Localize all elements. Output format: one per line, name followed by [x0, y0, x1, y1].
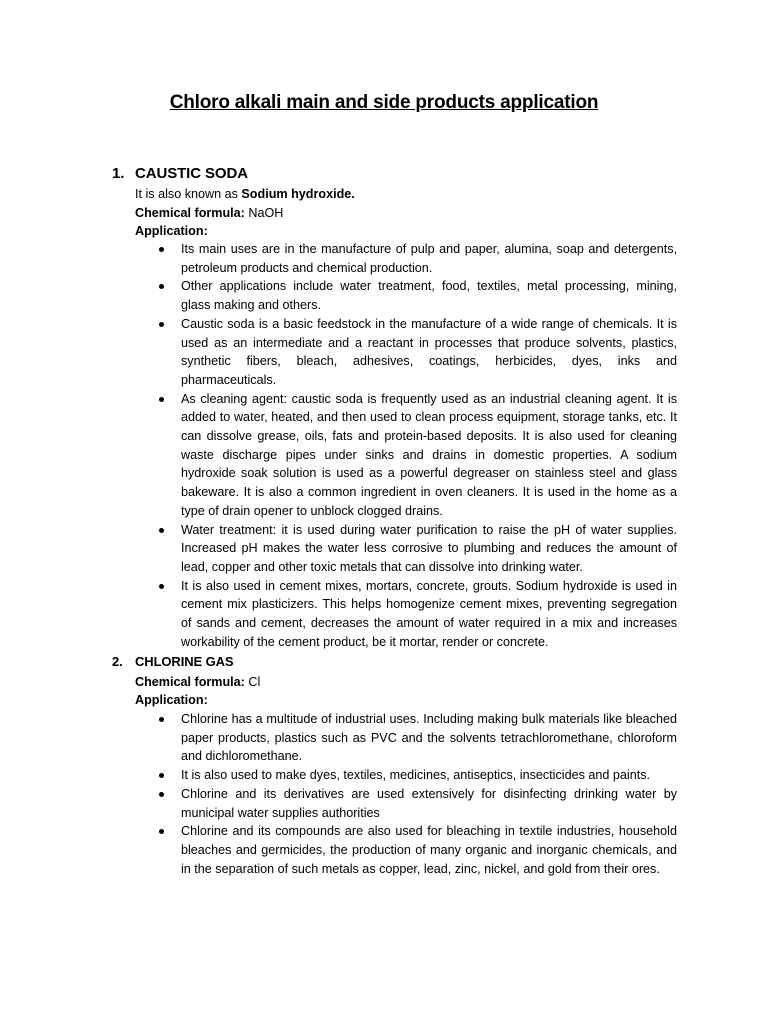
section-intro — [135, 185, 355, 204]
formula-label: Chemical formula: — [135, 206, 245, 220]
bullet-icon — [159, 584, 164, 589]
list-item-text: Caustic soda is a basic feedstock in the manufacture of a wide range of chemicals. It is used as an intermediate and a reactant in processes that produce solvents, plastics, synthetic fibers, bleach, adhesives, coatings, herbicides, dyes, inks and pharmaceuticals. — [181, 316, 677, 387]
section-number: 1. — [112, 165, 125, 182]
section-heading-chlorine-gas — [112, 654, 233, 669]
list-item-text: It is also used in cement mixes, mortars, concrete, grouts. Sodium hydroxide is used in cement mix plasticizers. This helps homogenize cement mixes, preventing segregation of sands and cement, decreases the amount of water required in a mix and increases workability of the cement product, be it mortar, render or concrete. — [181, 578, 677, 649]
list-item-text: Water treatment: it is used during water purification to raise the pH of water supplies. Increased pH makes the water less corrosive to plumbing and reduces the amount of lead, copper and other toxic metals that can dissolve into drinking water. — [181, 522, 677, 574]
application-label-text: Application: — [135, 224, 208, 238]
bullet-icon — [159, 773, 164, 778]
list-item-text: Its main uses are in the manufacture of pulp and paper, alumina, soap and detergents, petroleum products and chemical production. — [181, 242, 677, 275]
page-title: Chloro alkali main and side products application — [169, 92, 599, 113]
formula-label: Chemical formula: — [135, 675, 245, 689]
chemical-formula-line — [135, 673, 260, 692]
bullet-icon — [159, 397, 164, 402]
application-list — [135, 710, 677, 878]
application-label-text: Application: — [135, 693, 208, 707]
list-item-text: Other applications include water treatment, food, textiles, metal processing, mining, glass making and others. — [181, 279, 677, 313]
intro-text: It is also known as — [135, 187, 242, 201]
bullet-icon — [159, 284, 164, 289]
list-item — [135, 240, 677, 277]
list-item-text: Chlorine and its compounds are also used for bleaching in textile industries, household bleaches and germicides, the production of many organic and inorganic chemicals, and in the separation of such metals as copper, lead, zinc, nickel, and gold from their ores. — [181, 824, 677, 876]
bullet-icon — [159, 829, 164, 834]
list-item — [135, 277, 677, 314]
bullet-icon — [159, 792, 164, 797]
application-label — [135, 222, 208, 241]
application-label — [135, 691, 208, 710]
chemical-formula-line — [135, 204, 283, 223]
formula-value: Cl — [244, 675, 261, 689]
section-title: CAUSTIC SODA — [135, 165, 248, 182]
list-item — [135, 390, 677, 521]
section-heading-caustic-soda — [112, 165, 248, 182]
list-item — [135, 315, 677, 390]
list-item-text: It is also used to make dyes, textiles, medicines, antiseptics, insecticides and paints. — [181, 768, 650, 783]
bullet-icon — [159, 717, 164, 722]
application-list — [135, 240, 677, 651]
bullet-icon — [159, 247, 164, 252]
list-item — [135, 822, 677, 878]
list-item — [135, 785, 677, 822]
bullet-icon — [159, 322, 164, 327]
list-item — [135, 521, 677, 577]
bullet-icon — [159, 528, 164, 533]
section-number: 2. — [112, 654, 123, 669]
list-item — [135, 710, 677, 766]
list-item-text: Chlorine has a multitude of industrial uses. Including making bulk materials like bleached paper products, plastics such as PVC and the solvents tetrachloromethane, chloroform and dichloromethane. — [181, 712, 677, 764]
list-item — [135, 577, 677, 652]
formula-value: NaOH — [244, 206, 284, 220]
list-item-text: Chlorine and its derivatives are used extensively for disinfecting drinking water by municipal water supplies authorities — [181, 786, 677, 820]
section-title: CHLORINE GAS — [135, 654, 234, 669]
intro-bold-text: Sodium hydroxide. — [241, 187, 355, 201]
list-item-text: As cleaning agent: caustic soda is frequently used as an industrial cleaning agent. It is added to water, heated, and then used to clean process equipment, storage tanks, etc. It can dissolve grease, oils, fats and protein-based deposits. It is also used for cleaning waste discharge pipes under sinks and drains in domestic properties. A sodium hydroxide soak solution is used as a powerful degreaser on stainless steel and glass bakeware. It is also a common ingredient in oven cleaners. It is used in the home as a type of drain opener to unblock clogged drains. — [181, 391, 677, 518]
list-item — [135, 766, 677, 785]
